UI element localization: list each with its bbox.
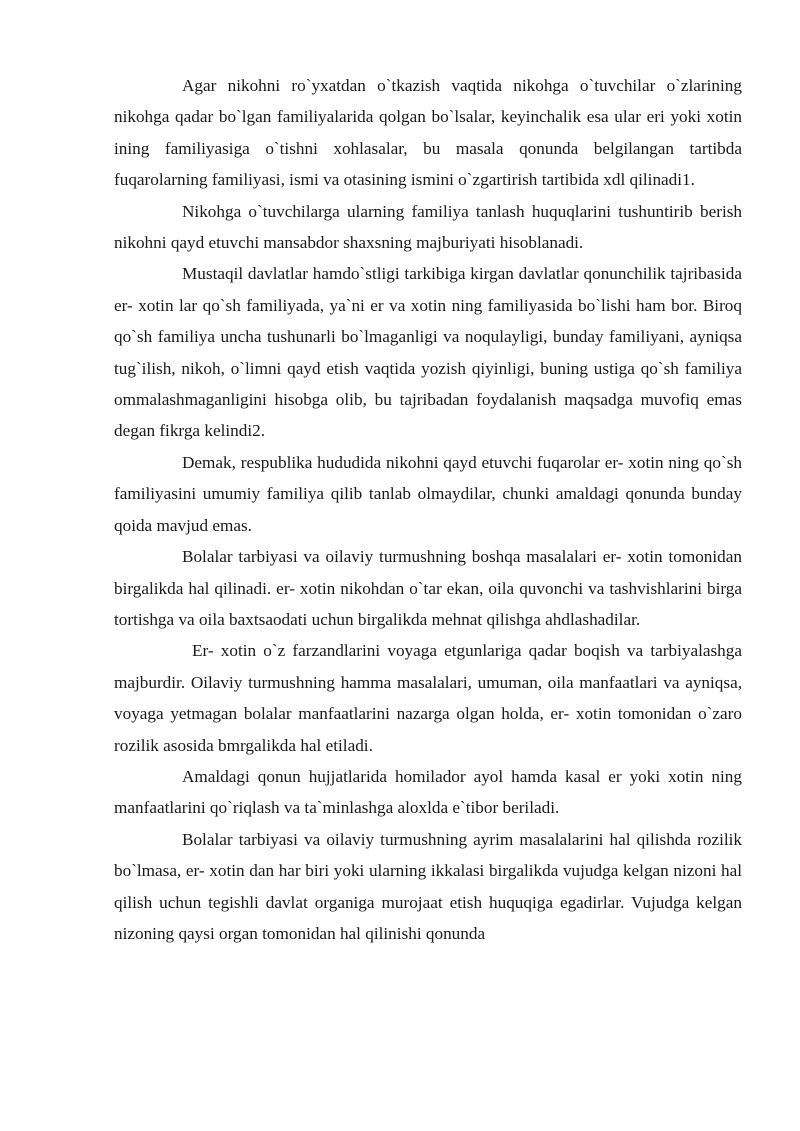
paragraph-2: Nikohga o`tuvchilarga ularning familiya tanlash huquqlarini tushuntirib berish nikohni qayd etuvchi mansabdor shaxsning majburiyati hisoblanadi. [114,201,742,253]
paragraph-4: Demak, respublika hududida nikohni qayd etuvchi fuqarolar er- xotin ning qo`sh familiyasini umumiy familiya qilib tanlab olmaydilar, chunki amaldagi qonunda bunday qoida mavjud emas. [114,452,742,535]
paragraph-8: Bolalar tarbiyasi va oilaviy turmushning ayrim masalalarini hal qilishda rozilik bo`lmasa, er- xotin dan har biri yoki ularning ikkalasi birgalikda vujudga kelgan nizoni hal qilish uchun tegishli davlat organiga murojaat etish huquqiga egadirlar. Vujudga kelgan nizoning qaysi organ tomonidan hal qilinishi qonunda [114,829,742,943]
document-page [114,70,742,949]
paragraph-6: Er- xotin o`z farzandlarini voyaga etgunlariga qadar boqish va tarbiyalashga majburdir. Oilaviy turmushning hamma masalalari, umuman, oila manfaatlari va ayniqsa, voyaga yetmagan bolalar manfaatlarini nazarga olgan holda, er- xotin tomonidan o`zaro rozilik asosida bmrgalikda hal etiladi. [114,641,742,755]
paragraph-5: Bolalar tarbiyasi va oilaviy turmushning boshqa masalalari er- xotin tomonidan birgalikda hal qilinadi. er- xotin nikohdan o`tar ekan, oila quvonchi va tashvishlarini birga tortishga va oila baxtsaodati uchun birgalikda mehnat qilishga ahdlashadilar. [114,547,742,629]
paragraph-7: Amaldagi qonun hujjatlarida homilador ayol hamda kasal er yoki xotin ning manfaatlarini qo`riqlash va ta`minlashga aloxlda e`tibor beriladi. [114,766,742,818]
paragraph-1: Agar nikohni ro`yxatdan o`tkazish vaqtida nikohga o`tuvchilar o`zlarining nikohga qadar bo`lgan familiyalarida qolgan bo`lsalar, keyinchalik esa ular eri yoki xotin ining familiyasiga o`tishni xohlasalar, bu masala qonunda belgilangan tartibda fuqarolarning familiyasi, ismi va otasining ismini o`zgartirish tartibida xdl qilinadi1. [114,76,742,190]
paragraph-3: Mustaqil davlatlar hamdo`stligi tarkibiga kirgan davlatlar qonunchilik tajribasida er- xotin lar qo`sh familiyada, ya`ni er va xotin ning familiyasida bo`lishi ham bor. Biroq qo`sh familiya uncha tushunarli bo`lmaganligi va noqulayligi, bunday familiyani, ayniqsa tug`ilish, nikoh, o`limni qayd etish vaqtida yozish qiyinligi, buning ustiga qo`sh familiya ommalashmaganligini hisobga olib, bu tajribadan foydalanish maqsadga muvofiq emas degan fikrga kelindi2. [114,264,742,441]
